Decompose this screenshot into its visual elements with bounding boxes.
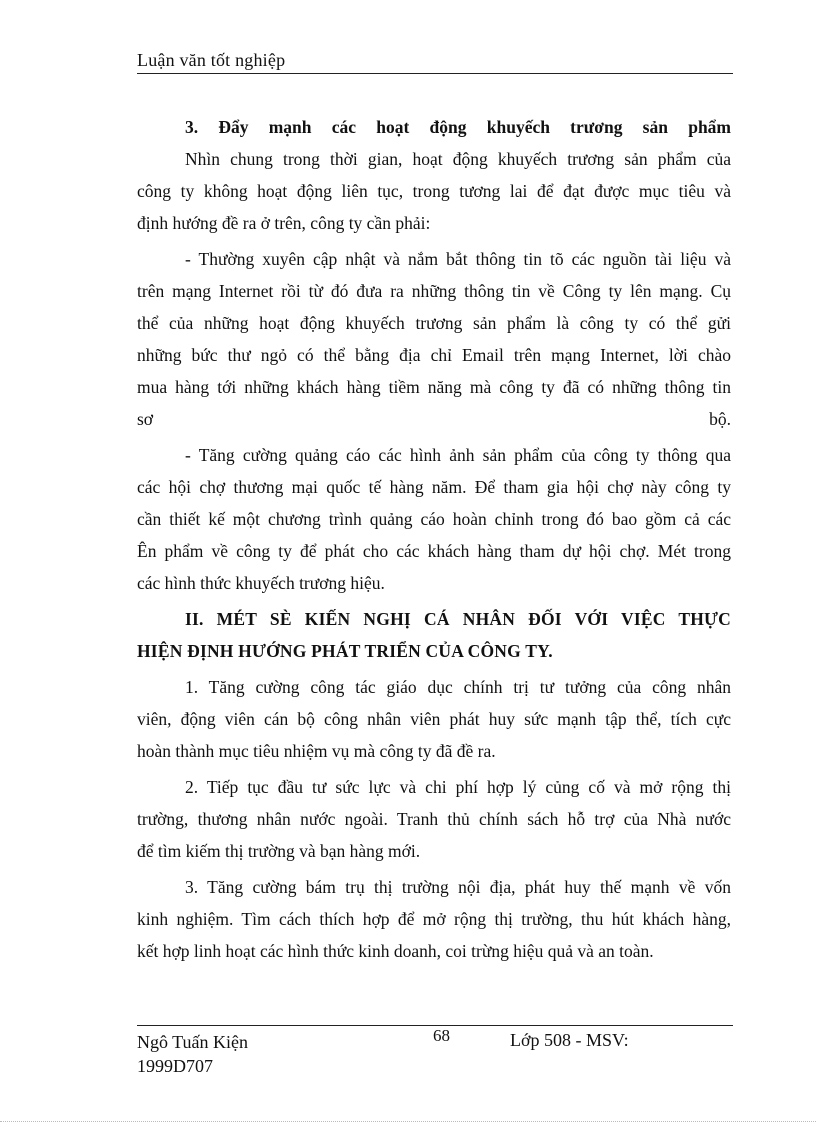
- text-line: 2. Tiếp tục đầu tư sức lực và chi phí hợp lý củng cố và mở rộng thị: [185, 777, 731, 797]
- text-line: những bức thư ngỏ có thể bằng địa chỉ Email trên mạng Internet, lời chào: [137, 345, 731, 365]
- running-header: Luận văn tốt nghiệp: [137, 50, 286, 70]
- recommendation-1: [137, 671, 731, 767]
- footer-class-info: Lớp 508 - MSV:: [510, 1030, 629, 1050]
- text-line: các hình thức khuyếch trương hiệu.: [137, 573, 385, 593]
- heading-3-promotion: 3. Đẩy mạnh các hoạt động khuyếch trương sản phẩm: [185, 117, 731, 137]
- paragraph-1: [137, 143, 731, 239]
- text-line: trên mạng Internet rồi từ đó đưa ra những thông tin về Công ty lên mạng. Cụ: [137, 281, 731, 301]
- page-bottom-edge: [0, 1121, 816, 1122]
- author-name: Ngô Tuấn Kiện: [137, 1032, 249, 1052]
- paragraph-2: [137, 243, 731, 435]
- text-line: kinh nghiệm. Tìm cách thích hợp để mở rộng thị trường, thu hút khách hàng,: [137, 909, 731, 929]
- text-line: 1. Tăng cường công tác giáo dục chính trị tư tưởng của công nhân: [185, 677, 731, 697]
- text-line: hoàn thành mục tiêu nhiệm vụ mà công ty đã đề ra.: [137, 741, 496, 761]
- text-line: cần thiết kế một chương trình quảng cáo hoàn chỉnh trong đó bao gồm cả các: [137, 509, 731, 529]
- text-line: thể của những hoạt động khuyếch trương sản phẩm là công ty có thể gửi: [137, 313, 731, 333]
- text-line: các hội chợ thương mại quốc tế hàng năm. Để tham gia hội chợ này công ty: [137, 477, 731, 497]
- section-heading-line: II. MÉT SÈ KIẾN NGHỊ CÁ NHÂN ĐỐI VỚI VIỆC THỰC: [185, 609, 731, 629]
- page-number: 68: [433, 1026, 450, 1045]
- text-fragment: bộ.: [709, 409, 731, 429]
- text-line: mua hàng tới những khách hàng tiềm năng mà công ty đã có những thông tin: [137, 377, 731, 397]
- text-line: kết hợp linh hoạt các hình thức kinh doanh, coi trừng hiệu quả và an toàn.: [137, 941, 654, 961]
- text-line: 3. Tăng cường bám trụ thị trường nội địa, phát huy thế mạnh về vốn: [185, 877, 731, 897]
- text-line: viên, động viên cán bộ công nhân viên phát huy sức mạnh tập thể, tích cực: [137, 709, 731, 729]
- text-line: để tìm kiếm thị trường và bạn hàng mới.: [137, 841, 421, 861]
- text-line: - Thường xuyên cập nhật và nắm bắt thông tin tõ các nguồn tài liệu và: [185, 249, 731, 269]
- section-heading-2: [137, 603, 731, 667]
- footer-author: [137, 1030, 248, 1078]
- text-line: trường, thương nhân nước ngoài. Tranh thủ chính sách hỗ trợ của Nhà nước: [137, 809, 731, 829]
- author-id: 1999D707: [137, 1056, 213, 1076]
- recommendation-3: [137, 871, 731, 967]
- text-fragment: sơ: [137, 409, 154, 429]
- text-line: Ên phẩm về công ty để phát cho các khách hàng tham dự hội chợ. Mét trong: [137, 541, 731, 561]
- text-line: - Tăng cường quảng cáo các hình ảnh sản phẩm của công ty thông qua: [185, 445, 731, 465]
- text-line: công ty không hoạt động liên tục, trong tương lai để đạt được mục tiêu và: [137, 181, 731, 201]
- page-body: [137, 111, 731, 967]
- text-line: Nhìn chung trong thời gian, hoạt động khuyếch trương sản phẩm của: [185, 149, 731, 169]
- text-line: định hướng đề ra ở trên, công ty cần phải:: [137, 213, 431, 233]
- recommendation-2: [137, 771, 731, 867]
- section-heading-line: HIỆN ĐỊNH HƯỚNG PHÁT TRIỂN CỦA CÔNG TY.: [137, 641, 553, 661]
- paragraph-3: [137, 439, 731, 599]
- header-rule: [137, 73, 733, 74]
- text-line-split: [137, 403, 731, 435]
